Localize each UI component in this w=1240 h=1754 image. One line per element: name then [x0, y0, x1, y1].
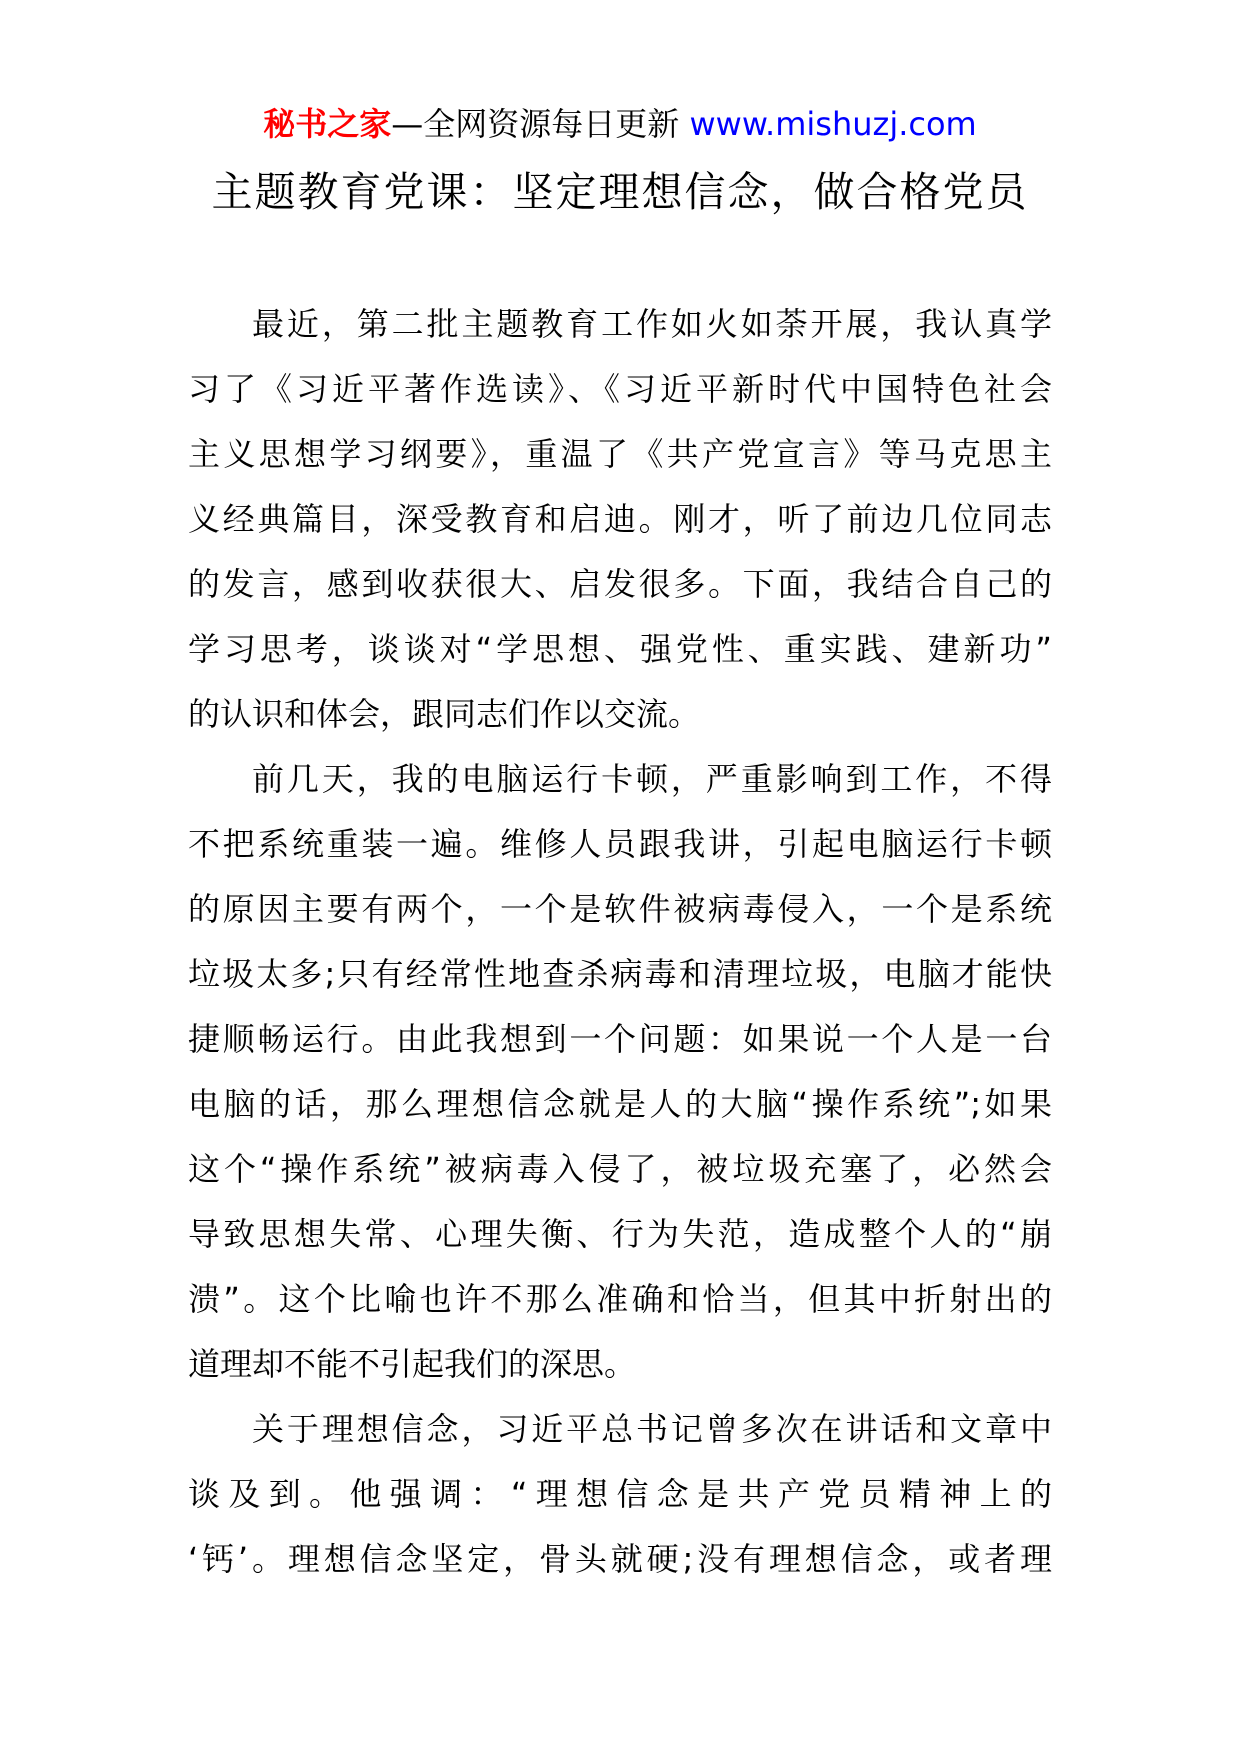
- text-line: 的认识和体会，跟同志们作以交流。: [188, 695, 701, 733]
- paragraph-2: [188, 747, 1052, 1397]
- site-brand: 秘书之家: [263, 105, 392, 143]
- text-line: 导致思想失常、心理失衡、行为失范，造成整个人的“崩: [188, 1215, 1052, 1253]
- text-line: ‘钙’。理想信念坚定，骨头就硬;没有理想信念，或者理: [188, 1540, 1052, 1578]
- site-url-link[interactable]: www.mishuzj.com: [689, 105, 977, 143]
- text-line: 谈及到。他强调：“理想信念是共产党员精神上的: [188, 1475, 1052, 1513]
- site-header: [0, 102, 1240, 146]
- text-line: 的发言，感到收获很大、启发很多。下面，我结合自己的: [188, 565, 1052, 603]
- site-tagline: —全网资源每日更新: [391, 105, 690, 143]
- text-line: 的原因主要有两个，一个是软件被病毒侵入，一个是系统: [188, 890, 1052, 928]
- text-line: 垃圾太多;只有经常性地查杀病毒和清理垃圾，电脑才能快: [188, 955, 1052, 993]
- text-line: 最近，第二批主题教育工作如火如荼开展，我认真学: [252, 305, 1052, 343]
- paragraph-3: [188, 1397, 1052, 1592]
- text-line: 捷顺畅运行。由此我想到一个问题：如果说一个人是一台: [188, 1020, 1052, 1058]
- text-line: 关于理想信念，习近平总书记曾多次在讲话和文章中: [252, 1410, 1052, 1448]
- text-line: 溃”。这个比喻也许不那么准确和恰当，但其中折射出的: [188, 1280, 1052, 1318]
- document-body: [188, 292, 1052, 1592]
- text-line: 主义思想学习纲要》，重温了《共产党宣言》等马克思主: [188, 435, 1052, 473]
- text-line: 不把系统重装一遍。维修人员跟我讲，引起电脑运行卡顿: [188, 825, 1052, 863]
- paragraph-1: [188, 292, 1052, 747]
- text-line: 这个“操作系统”被病毒入侵了，被垃圾充塞了，必然会: [188, 1150, 1052, 1188]
- text-line: 义经典篇目，深受教育和启迪。刚才，听了前边几位同志: [188, 500, 1052, 538]
- text-line: 前几天，我的电脑运行卡顿，严重影响到工作，不得: [252, 760, 1052, 798]
- text-line: 电脑的话，那么理想信念就是人的大脑“操作系统”;如果: [188, 1085, 1052, 1123]
- document-title: 主题教育党课：坚定理想信念，做合格党员: [211, 168, 1029, 216]
- text-line: 习了《习近平著作选读》、《习近平新时代中国特色社会: [188, 370, 1052, 408]
- text-line: 道理却不能不引起我们的深思。: [188, 1345, 637, 1383]
- text-line: 学习思考，谈谈对“学思想、强党性、重实践、建新功”: [188, 630, 1052, 668]
